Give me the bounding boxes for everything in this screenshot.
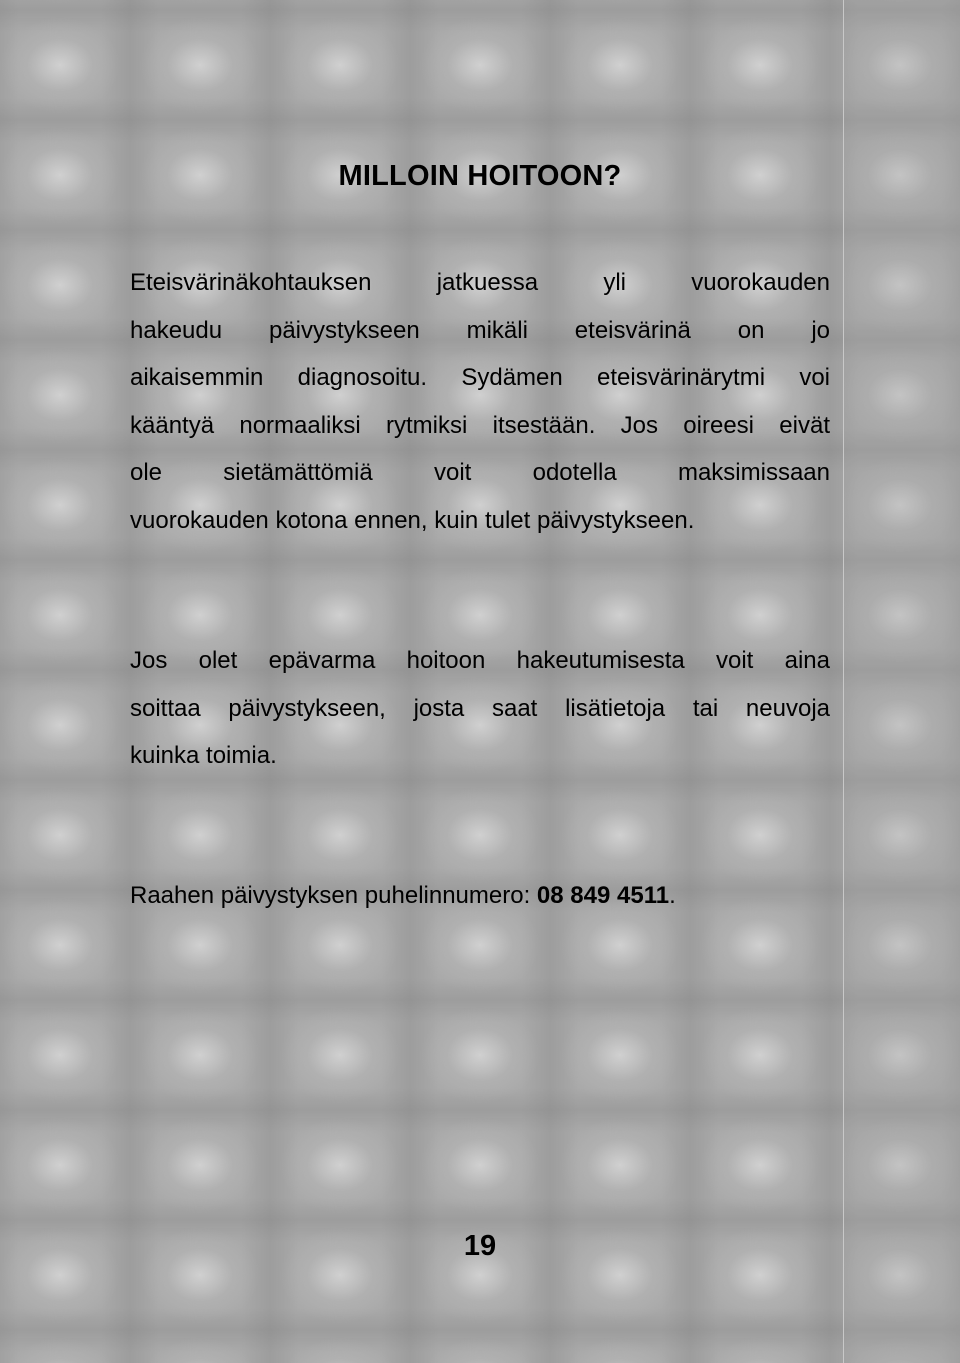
page-number: 19: [463, 1230, 497, 1262]
phone-label: Raahen päivystyksen puhelinnumero:: [130, 882, 537, 909]
paragraph-line: aikaisemmin diagnosoitu. Sydämen eteisvärinärytmi voi: [130, 364, 830, 391]
paragraph-line: kääntyä normaaliksi rytmiksi itsestään. Jos oireesi eivät: [130, 411, 830, 439]
paragraph-call-advice: [130, 637, 830, 780]
paragraph-line: hakeudu päivystykseen mikäli eteisvärinä on jo: [130, 316, 830, 344]
paragraph-line: kuinka toimia.: [130, 742, 277, 769]
page-title: MILLOIN HOITOON?: [338, 160, 622, 192]
paragraph-line: ole sietämättömiä voit odotella maksimissaan: [130, 459, 830, 486]
phone-info: [130, 872, 676, 920]
paragraph-line: vuorokauden kotona ennen, kuin tulet päivystykseen.: [130, 506, 695, 534]
paragraph-when-to-seek-care: [130, 259, 830, 544]
phone-number: 08 849 4511: [536, 882, 670, 909]
page-edge-strip: [843, 0, 960, 1363]
paragraph-line: Eteisvärinäkohtauksen jatkuessa yli vuorokauden: [130, 269, 830, 296]
paragraph-line: Jos olet epävarma hoitoon hakeutumisesta voit aina: [130, 647, 830, 674]
phone-suffix: .: [669, 882, 676, 909]
paragraph-line: soittaa päivystykseen, josta saat lisätietoja tai neuvoja: [130, 694, 830, 722]
